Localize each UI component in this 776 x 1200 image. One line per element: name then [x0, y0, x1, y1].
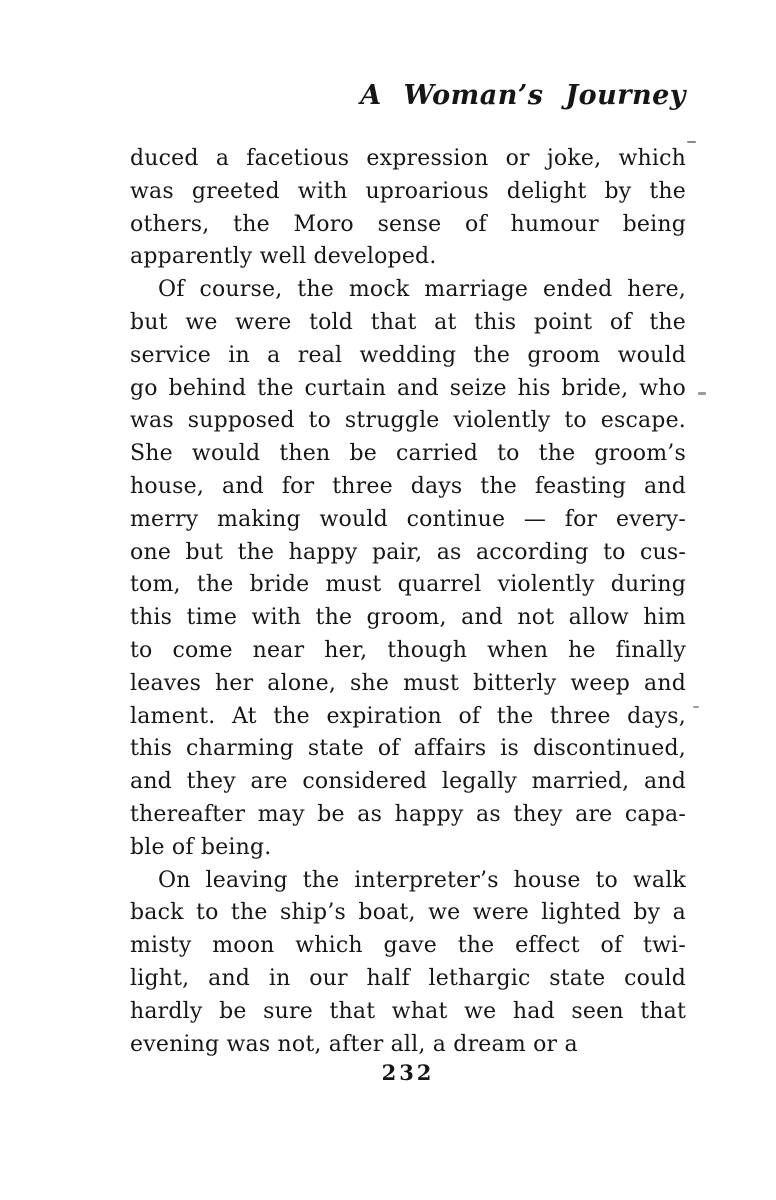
- scan-speck: [687, 141, 696, 143]
- text-line: On leaving the interpreter’s house to walk: [158, 867, 686, 893]
- text-line: light, and in our half lethargic state could: [130, 965, 686, 991]
- text-line: this time with the groom, and not allow him: [130, 605, 686, 631]
- text-line: was supposed to struggle violently to escape.: [130, 408, 686, 434]
- paragraph: [130, 143, 686, 274]
- paragraph: [130, 865, 686, 1062]
- text-line: ble of being.: [130, 834, 272, 860]
- text-line: Of course, the mock marriage ended here,: [158, 277, 686, 303]
- text-line: apparently well developed.: [130, 244, 437, 270]
- text-line: hardly be sure that what we had seen that: [130, 998, 686, 1024]
- paragraph: [130, 274, 686, 864]
- text-line: lament. At the expiration of the three days,: [130, 703, 686, 729]
- text-line: this charming state of affairs is discontinued,: [130, 736, 686, 762]
- text-line: back to the ship’s boat, we were lighted by a: [130, 900, 686, 926]
- running-header: A Woman’s Journey: [360, 80, 686, 111]
- text-line: misty moon which gave the effect of twi-: [130, 933, 686, 959]
- text-line: She would then be carried to the groom’s: [130, 441, 686, 467]
- text-line: leaves her alone, she must bitterly weep and: [130, 670, 686, 696]
- page-number: 232: [381, 1060, 435, 1085]
- text-line: service in a real wedding the groom would: [130, 342, 686, 368]
- text-line: evening was not, after all, a dream or a: [130, 1031, 578, 1057]
- text-line: duced a facetious expression or joke, which: [130, 146, 686, 171]
- scan-speck: [693, 706, 699, 708]
- text-line: go behind the curtain and seize his bride, who: [130, 375, 686, 401]
- body-text: [130, 143, 686, 1061]
- text-line: thereafter may be as happy as they are capa-: [130, 801, 686, 827]
- text-line: house, and for three days the feasting and: [130, 473, 686, 499]
- text-line: and they are considered legally married, and: [130, 769, 686, 795]
- text-line: to come near her, though when he finally: [130, 637, 686, 663]
- text-line: tom, the bride must quarrel violently during: [130, 572, 686, 598]
- text-line: was greeted with uproarious delight by the: [130, 178, 686, 204]
- scan-speck: [698, 392, 706, 395]
- text-line: one but the happy pair, as according to cus-: [130, 539, 686, 565]
- text-line: others, the Moro sense of humour being: [130, 211, 686, 237]
- text-line: merry making would continue — for every-: [130, 506, 686, 532]
- text-line: but we were told that at this point of the: [130, 309, 686, 335]
